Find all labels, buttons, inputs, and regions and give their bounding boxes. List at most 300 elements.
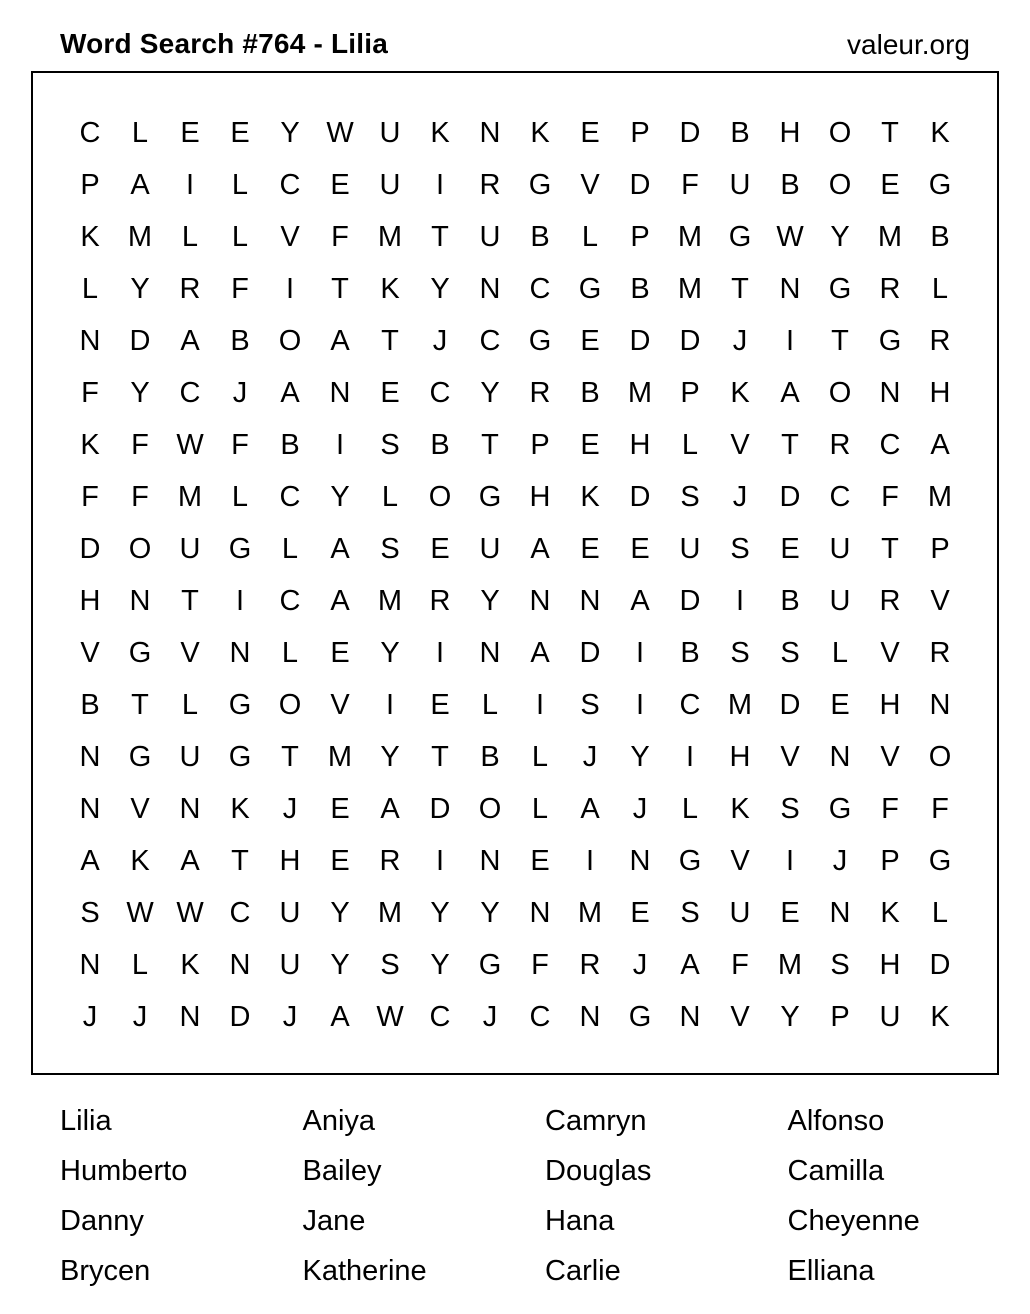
grid-cell[interactable]: G [928,845,952,877]
grid-cell[interactable]: D [929,949,951,981]
grid-cell[interactable]: Y [480,585,500,617]
grid-cell[interactable]: N [779,273,801,305]
grid-cell[interactable]: I [335,429,345,461]
grid-cell[interactable]: C [529,1001,551,1033]
grid-cell[interactable]: F [81,481,99,513]
grid-cell[interactable]: Y [780,1001,800,1033]
grid-cell[interactable]: F [131,481,149,513]
grid-cell[interactable]: C [429,1001,451,1033]
grid-cell[interactable]: C [679,689,701,721]
grid-cell[interactable]: P [930,533,950,565]
grid-cell[interactable]: S [780,793,800,825]
grid-cell[interactable]: R [379,845,401,877]
grid-cell[interactable]: M [577,897,603,929]
grid-cell[interactable]: V [330,689,350,721]
grid-cell[interactable]: S [680,897,700,929]
grid-cell[interactable]: Y [830,221,850,253]
grid-cell[interactable]: B [430,429,450,461]
grid-cell[interactable]: L [681,793,699,825]
grid-cell[interactable]: E [180,117,200,149]
grid-cell[interactable]: Y [630,741,650,773]
letter-grid[interactable] [65,107,965,1043]
grid-cell[interactable]: O [428,481,452,513]
grid-cell[interactable]: K [930,117,950,149]
grid-cell[interactable]: S [80,897,100,929]
grid-cell[interactable]: A [330,533,350,565]
grid-cell[interactable]: W [176,429,204,461]
grid-cell[interactable]: G [228,533,252,565]
grid-cell[interactable]: G [628,1001,652,1033]
grid-cell[interactable]: L [231,481,249,513]
grid-cell[interactable]: A [780,377,800,409]
grid-cell[interactable]: T [431,741,449,773]
grid-cell[interactable]: U [379,169,401,201]
grid-cell[interactable]: B [480,741,500,773]
grid-cell[interactable]: L [531,741,549,773]
grid-cell[interactable]: A [380,793,400,825]
grid-cell[interactable]: K [380,273,400,305]
grid-cell[interactable]: V [930,585,950,617]
grid-cell[interactable]: L [581,221,599,253]
grid-cell[interactable]: D [579,637,601,669]
grid-cell[interactable]: H [879,689,901,721]
grid-cell[interactable]: U [379,117,401,149]
grid-cell[interactable]: C [179,377,201,409]
grid-cell[interactable]: V [80,637,100,669]
grid-cell[interactable]: U [179,533,201,565]
grid-cell[interactable]: I [635,637,645,669]
grid-cell[interactable]: S [730,637,750,669]
grid-cell[interactable]: H [929,377,951,409]
grid-cell[interactable]: L [81,273,99,305]
grid-cell[interactable]: E [580,533,600,565]
grid-cell[interactable]: K [180,949,200,981]
grid-cell[interactable]: W [176,897,204,929]
grid-cell[interactable]: E [430,533,450,565]
grid-cell[interactable]: N [179,793,201,825]
grid-cell[interactable]: M [677,273,703,305]
grid-cell[interactable]: F [131,429,149,461]
grid-cell[interactable]: L [931,897,949,929]
grid-cell[interactable]: V [580,169,600,201]
grid-cell[interactable]: N [129,585,151,617]
grid-cell[interactable]: R [579,949,601,981]
grid-cell[interactable]: D [79,533,101,565]
grid-cell[interactable]: D [679,117,701,149]
grid-cell[interactable]: E [530,845,550,877]
grid-cell[interactable]: L [681,429,699,461]
grid-cell[interactable]: K [80,221,100,253]
grid-cell[interactable]: U [879,1001,901,1033]
grid-cell[interactable]: K [430,117,450,149]
grid-cell[interactable]: J [432,325,448,357]
grid-cell[interactable]: N [529,585,551,617]
grid-cell[interactable]: K [730,377,750,409]
grid-cell[interactable]: Y [330,481,350,513]
grid-cell[interactable]: C [879,429,901,461]
grid-cell[interactable]: L [931,273,949,305]
grid-cell[interactable]: V [180,637,200,669]
grid-cell[interactable]: V [880,741,900,773]
grid-cell[interactable]: A [80,845,100,877]
grid-cell[interactable]: U [679,533,701,565]
grid-cell[interactable]: E [830,689,850,721]
grid-cell[interactable]: A [330,1001,350,1033]
grid-cell[interactable]: K [130,845,150,877]
grid-cell[interactable]: M [377,221,403,253]
grid-cell[interactable]: B [580,377,600,409]
grid-cell[interactable]: N [629,845,651,877]
grid-cell[interactable]: A [330,585,350,617]
grid-cell[interactable]: D [229,1001,251,1033]
grid-cell[interactable]: I [285,273,295,305]
grid-cell[interactable]: C [229,897,251,929]
grid-cell[interactable]: Y [430,273,450,305]
grid-cell[interactable]: A [930,429,950,461]
grid-cell[interactable]: G [128,741,152,773]
grid-cell[interactable]: C [479,325,501,357]
grid-cell[interactable]: D [429,793,451,825]
grid-cell[interactable]: V [280,221,300,253]
grid-cell[interactable]: N [579,1001,601,1033]
grid-cell[interactable]: G [478,949,502,981]
grid-cell[interactable]: E [580,117,600,149]
grid-cell[interactable]: I [235,585,245,617]
grid-cell[interactable]: N [529,897,551,929]
grid-cell[interactable]: N [79,325,101,357]
grid-cell[interactable]: M [727,689,753,721]
grid-cell[interactable]: B [930,221,950,253]
grid-cell[interactable]: N [929,689,951,721]
grid-cell[interactable]: Y [480,377,500,409]
grid-cell[interactable]: U [829,585,851,617]
grid-cell[interactable]: L [131,949,149,981]
grid-cell[interactable]: H [779,117,801,149]
grid-cell[interactable]: D [779,481,801,513]
grid-cell[interactable]: L [231,169,249,201]
grid-cell[interactable]: J [82,1001,98,1033]
grid-cell[interactable]: F [81,377,99,409]
grid-cell[interactable]: E [430,689,450,721]
grid-cell[interactable]: R [929,637,951,669]
grid-cell[interactable]: F [231,273,249,305]
grid-cell[interactable]: I [185,169,195,201]
grid-cell[interactable]: C [829,481,851,513]
grid-cell[interactable]: L [831,637,849,669]
grid-cell[interactable]: N [229,949,251,981]
grid-cell[interactable]: I [435,169,445,201]
grid-cell[interactable]: S [380,533,400,565]
grid-cell[interactable]: T [831,325,849,357]
grid-cell[interactable]: L [181,221,199,253]
grid-cell[interactable]: N [479,273,501,305]
grid-cell[interactable]: G [678,845,702,877]
grid-cell[interactable]: B [680,637,700,669]
grid-cell[interactable]: N [79,741,101,773]
grid-cell[interactable]: S [830,949,850,981]
grid-cell[interactable]: R [829,429,851,461]
grid-cell[interactable]: E [230,117,250,149]
grid-cell[interactable]: E [330,793,350,825]
grid-cell[interactable]: A [130,169,150,201]
grid-cell[interactable]: P [830,1001,850,1033]
grid-cell[interactable]: B [730,117,750,149]
grid-cell[interactable]: L [281,533,299,565]
grid-cell[interactable]: S [380,949,400,981]
grid-cell[interactable]: W [126,897,154,929]
grid-cell[interactable]: G [928,169,952,201]
grid-cell[interactable]: L [281,637,299,669]
grid-cell[interactable]: L [131,117,149,149]
grid-cell[interactable]: S [580,689,600,721]
grid-cell[interactable]: U [279,949,301,981]
grid-cell[interactable]: V [730,429,750,461]
grid-cell[interactable]: V [880,637,900,669]
grid-cell[interactable]: Y [330,949,350,981]
grid-cell[interactable]: L [181,689,199,721]
grid-cell[interactable]: T [731,273,749,305]
grid-cell[interactable]: P [630,221,650,253]
grid-cell[interactable]: U [729,169,751,201]
grid-cell[interactable]: T [481,429,499,461]
grid-cell[interactable]: G [228,741,252,773]
grid-cell[interactable]: K [880,897,900,929]
grid-cell[interactable]: T [781,429,799,461]
grid-cell[interactable]: E [630,897,650,929]
grid-cell[interactable]: D [679,325,701,357]
grid-cell[interactable]: U [829,533,851,565]
grid-cell[interactable]: T [431,221,449,253]
grid-cell[interactable]: U [729,897,751,929]
grid-cell[interactable]: I [635,689,645,721]
grid-cell[interactable]: N [479,845,501,877]
grid-cell[interactable]: O [278,325,302,357]
grid-cell[interactable]: E [580,429,600,461]
grid-cell[interactable]: U [179,741,201,773]
grid-cell[interactable]: J [282,1001,298,1033]
grid-cell[interactable]: F [231,429,249,461]
grid-cell[interactable]: O [128,533,152,565]
grid-cell[interactable]: H [879,949,901,981]
grid-cell[interactable]: R [179,273,201,305]
grid-cell[interactable]: O [828,377,852,409]
grid-cell[interactable]: F [331,221,349,253]
grid-cell[interactable]: I [785,325,795,357]
grid-cell[interactable]: E [780,897,800,929]
grid-cell[interactable]: A [680,949,700,981]
grid-cell[interactable]: U [479,533,501,565]
grid-cell[interactable]: Y [380,637,400,669]
grid-cell[interactable]: G [528,325,552,357]
grid-cell[interactable]: F [531,949,549,981]
grid-cell[interactable]: O [478,793,502,825]
grid-cell[interactable]: B [530,221,550,253]
grid-cell[interactable]: B [780,169,800,201]
grid-cell[interactable]: E [330,637,350,669]
grid-cell[interactable]: P [530,429,550,461]
grid-cell[interactable]: D [129,325,151,357]
grid-cell[interactable]: N [79,949,101,981]
grid-cell[interactable]: J [732,481,748,513]
grid-cell[interactable]: N [479,637,501,669]
grid-cell[interactable]: Y [430,897,450,929]
grid-cell[interactable]: W [776,221,804,253]
grid-cell[interactable]: T [881,117,899,149]
grid-cell[interactable]: M [177,481,203,513]
grid-cell[interactable]: F [881,481,899,513]
grid-cell[interactable]: A [630,585,650,617]
grid-cell[interactable]: G [878,325,902,357]
grid-cell[interactable]: F [731,949,749,981]
grid-cell[interactable]: F [931,793,949,825]
grid-cell[interactable]: B [630,273,650,305]
grid-cell[interactable]: G [128,637,152,669]
grid-cell[interactable]: I [385,689,395,721]
grid-cell[interactable]: A [280,377,300,409]
grid-cell[interactable]: I [435,637,445,669]
grid-cell[interactable]: H [629,429,651,461]
grid-cell[interactable]: Y [130,377,150,409]
grid-cell[interactable]: K [530,117,550,149]
grid-cell[interactable]: K [80,429,100,461]
grid-cell[interactable]: T [331,273,349,305]
grid-cell[interactable]: E [330,169,350,201]
grid-cell[interactable]: V [130,793,150,825]
grid-cell[interactable]: B [80,689,100,721]
grid-cell[interactable]: R [879,585,901,617]
grid-cell[interactable]: M [777,949,803,981]
grid-cell[interactable]: E [330,845,350,877]
grid-cell[interactable]: K [730,793,750,825]
grid-cell[interactable]: J [632,949,648,981]
grid-cell[interactable]: V [730,845,750,877]
grid-cell[interactable]: A [530,533,550,565]
grid-cell[interactable]: S [730,533,750,565]
grid-cell[interactable]: H [279,845,301,877]
grid-cell[interactable]: A [180,845,200,877]
grid-cell[interactable]: T [381,325,399,357]
grid-cell[interactable]: B [280,429,300,461]
grid-cell[interactable]: N [79,793,101,825]
grid-cell[interactable]: N [179,1001,201,1033]
grid-cell[interactable]: N [329,377,351,409]
grid-cell[interactable]: Y [280,117,300,149]
grid-cell[interactable]: R [479,169,501,201]
grid-cell[interactable]: T [231,845,249,877]
grid-cell[interactable]: B [230,325,250,357]
grid-cell[interactable]: I [435,845,445,877]
grid-cell[interactable]: R [429,585,451,617]
grid-cell[interactable]: J [632,793,648,825]
grid-cell[interactable]: A [530,637,550,669]
grid-cell[interactable]: V [780,741,800,773]
grid-cell[interactable]: G [728,221,752,253]
grid-cell[interactable]: M [377,585,403,617]
grid-cell[interactable]: C [79,117,101,149]
grid-cell[interactable]: H [79,585,101,617]
grid-cell[interactable]: L [381,481,399,513]
grid-cell[interactable]: G [228,689,252,721]
grid-cell[interactable]: J [282,793,298,825]
grid-cell[interactable]: N [229,637,251,669]
grid-cell[interactable]: I [535,689,545,721]
grid-cell[interactable]: S [780,637,800,669]
grid-cell[interactable]: I [735,585,745,617]
grid-cell[interactable]: M [377,897,403,929]
grid-cell[interactable]: N [679,1001,701,1033]
grid-cell[interactable]: P [630,117,650,149]
grid-cell[interactable]: F [881,793,899,825]
grid-cell[interactable]: T [131,689,149,721]
grid-cell[interactable]: P [80,169,100,201]
grid-cell[interactable]: G [478,481,502,513]
grid-cell[interactable]: L [231,221,249,253]
grid-cell[interactable]: Y [380,741,400,773]
grid-cell[interactable]: N [479,117,501,149]
grid-cell[interactable]: Y [430,949,450,981]
grid-cell[interactable]: J [132,1001,148,1033]
grid-cell[interactable]: W [326,117,354,149]
grid-cell[interactable]: H [729,741,751,773]
grid-cell[interactable]: D [779,689,801,721]
grid-cell[interactable]: N [829,741,851,773]
grid-cell[interactable]: Y [130,273,150,305]
grid-cell[interactable]: U [479,221,501,253]
grid-cell[interactable]: L [481,689,499,721]
grid-cell[interactable]: C [279,585,301,617]
grid-cell[interactable]: D [629,481,651,513]
grid-cell[interactable]: I [585,845,595,877]
grid-cell[interactable]: P [680,377,700,409]
grid-cell[interactable]: T [281,741,299,773]
grid-cell[interactable]: B [780,585,800,617]
grid-cell[interactable]: G [828,273,852,305]
grid-cell[interactable]: P [880,845,900,877]
grid-cell[interactable]: H [529,481,551,513]
grid-cell[interactable]: N [829,897,851,929]
grid-cell[interactable]: M [627,377,653,409]
grid-cell[interactable]: A [180,325,200,357]
grid-cell[interactable]: F [681,169,699,201]
grid-cell[interactable]: G [828,793,852,825]
grid-cell[interactable]: C [529,273,551,305]
grid-cell[interactable]: V [730,1001,750,1033]
grid-cell[interactable]: C [429,377,451,409]
grid-cell[interactable]: Y [330,897,350,929]
grid-cell[interactable]: J [232,377,248,409]
grid-cell[interactable]: N [579,585,601,617]
grid-cell[interactable]: W [376,1001,404,1033]
grid-cell[interactable]: I [785,845,795,877]
grid-cell[interactable]: M [327,741,353,773]
grid-cell[interactable]: E [380,377,400,409]
grid-cell[interactable]: D [629,325,651,357]
grid-cell[interactable]: D [679,585,701,617]
grid-cell[interactable]: I [685,741,695,773]
grid-cell[interactable]: U [279,897,301,929]
grid-cell[interactable]: R [929,325,951,357]
grid-cell[interactable]: R [879,273,901,305]
grid-cell[interactable]: E [630,533,650,565]
grid-cell[interactable]: K [580,481,600,513]
grid-cell[interactable]: T [881,533,899,565]
grid-cell[interactable]: M [127,221,153,253]
grid-cell[interactable]: E [880,169,900,201]
grid-cell[interactable]: G [528,169,552,201]
grid-cell[interactable]: E [580,325,600,357]
grid-cell[interactable]: Y [480,897,500,929]
grid-cell[interactable]: C [279,169,301,201]
